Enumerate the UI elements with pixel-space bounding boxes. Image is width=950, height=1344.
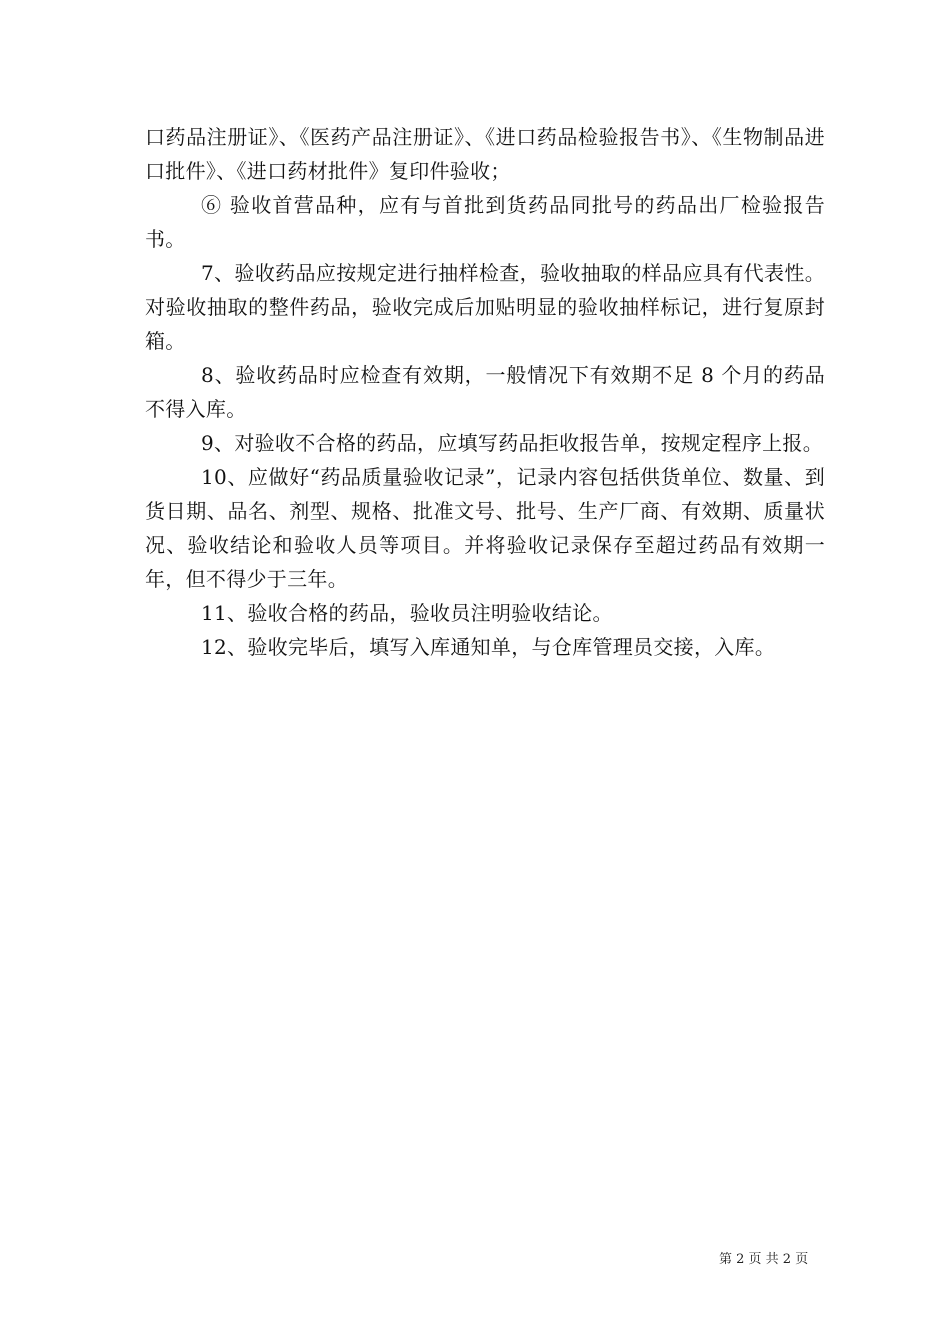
paragraph-7: 11、验收合格的药品，验收员注明验收结论。 [201, 601, 613, 625]
paragraph-2: ⑥ 验收首营品种，应有与首批到货药品同批号的药品出厂检验报告书。 [145, 193, 825, 251]
paragraph-4: 8、验收药品时应检查有效期，一般情况下有效期不足 8 个月的药品不得入库。 [145, 363, 825, 421]
document-body [145, 120, 825, 664]
paragraph-8: 12、验收完毕后，填写入库通知单，与仓库管理员交接，入库。 [201, 635, 776, 659]
paragraph-3: 7、验收药品应按规定进行抽样检查，验收抽取的样品应具有代表性。对验收抽取的整件药品，验收完成后加贴明显的验收抽样标记，进行复原封箱。 [145, 261, 825, 353]
paragraph-1: 口药品注册证》、《医药产品注册证》、《进口药品检验报告书》、《生物制品进口批件》、《进口药材批件》复印件验收； [145, 125, 825, 183]
paragraph-5: 9、对验收不合格的药品，应填写药品拒收报告单，按规定程序上报。 [201, 431, 824, 455]
page-number-footer: 第 2 页 共 2 页 [719, 1252, 809, 1267]
paragraph-6: 10、应做好“药品质量验收记录”，记录内容包括供货单位、数量、到货日期、品名、剂型、规格、批准文号、批号、生产厂商、有效期、质量状况、验收结论和验收人员等项目。并将验收记录保存至超过药品有效期一年，但不得少于三年。 [145, 465, 825, 591]
